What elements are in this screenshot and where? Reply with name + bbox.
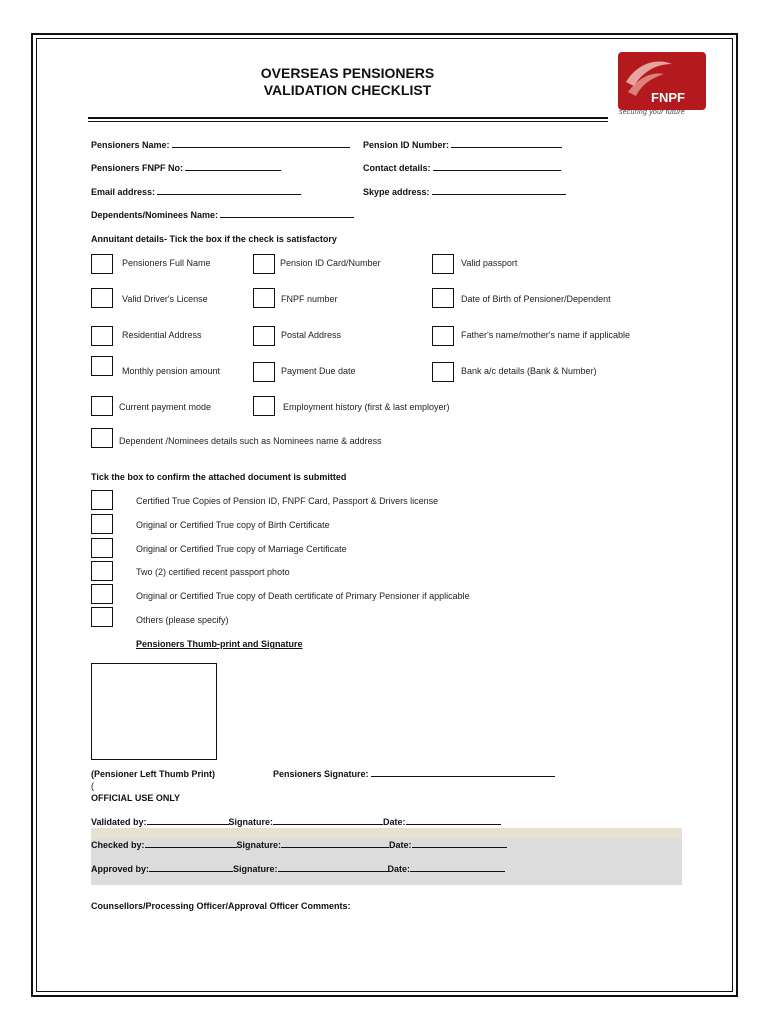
title-rule — [88, 117, 608, 122]
approved-date-label: Date: — [387, 864, 411, 874]
approved-signature-line[interactable] — [278, 864, 388, 872]
official-use-heading: OFFICIAL USE ONLY — [91, 793, 181, 803]
skype-address-label: Skype address: — [363, 187, 430, 197]
contact-details-line[interactable] — [433, 163, 561, 171]
label-marriage-certificate: Original or Certified True copy of Marriage Certificate — [136, 544, 347, 554]
approved-row — [91, 864, 505, 874]
logo-tagline: securing your future — [619, 109, 685, 116]
approved-by-line[interactable] — [149, 864, 233, 872]
checkbox-death-certificate[interactable] — [91, 584, 113, 604]
official-band-tan — [91, 828, 682, 839]
annuitant-heading: Annuitant details- Tick the box if the check is satisfactory — [91, 234, 337, 244]
logo-wordmark: FNPF — [651, 90, 685, 105]
label-passport-photo: Two (2) certified recent passport photo — [136, 567, 290, 577]
pensioners-fnpf-no-field[interactable] — [91, 163, 281, 173]
contact-details-field[interactable] — [363, 163, 561, 173]
checkbox-monthly-pension[interactable] — [91, 356, 113, 376]
checked-row — [91, 840, 507, 850]
label-bank-details: Bank a/c details (Bank & Number) — [461, 366, 597, 376]
label-payment-due-date: Payment Due date — [281, 366, 356, 376]
checkbox-marriage-certificate[interactable] — [91, 538, 113, 558]
pensioners-name-line[interactable] — [172, 140, 350, 148]
checkbox-bank-details[interactable] — [432, 362, 454, 382]
checked-signature-line[interactable] — [281, 840, 389, 848]
label-full-name: Pensioners Full Name — [122, 258, 211, 268]
checkbox-passport-photo[interactable] — [91, 561, 113, 581]
dependents-name-label: Dependents/Nominees Name: — [91, 210, 219, 220]
validated-date-label: Date: — [383, 817, 406, 827]
label-certified-copies: Certified True Copies of Pension ID, FNPF Card, Passport & Drivers license — [136, 496, 439, 506]
pensioners-signature-line[interactable] — [371, 769, 555, 777]
pension-id-number-label: Pension ID Number: — [363, 140, 450, 150]
pensioners-signature-label: Pensioners Signature: — [273, 769, 369, 779]
label-nominees-details: Dependent /Nominees details such as Nominees name & address — [119, 436, 382, 446]
checkbox-drivers-license[interactable] — [91, 288, 113, 308]
pension-id-number-field[interactable] — [363, 140, 562, 150]
label-valid-passport: Valid passport — [461, 258, 518, 268]
label-fnpf-number: FNPF number — [281, 294, 338, 304]
checkbox-full-name[interactable] — [91, 254, 113, 274]
pensioners-name-label: Pensioners Name: — [91, 140, 170, 150]
checkbox-birth-certificate[interactable] — [91, 514, 113, 534]
fnpf-logo — [618, 52, 706, 110]
validated-by-line[interactable] — [147, 817, 229, 825]
checkbox-date-of-birth[interactable] — [432, 288, 454, 308]
label-parents-name: Father's name/mother's name if applicable — [461, 330, 631, 340]
label-residential-address: Residential Address — [122, 330, 202, 340]
label-date-of-birth: Date of Birth of Pensioner/Dependent — [461, 294, 611, 304]
contact-details-label: Contact details: — [363, 163, 431, 173]
title-line-1: OVERSEAS PENSIONERS — [260, 65, 435, 81]
label-death-certificate: Original or Certified True copy of Death certificate of Primary Pensioner if applicable — [136, 591, 470, 601]
thumbprint-signature-heading: Pensioners Thumb-print and Signature — [136, 639, 303, 649]
label-current-payment-mode: Current payment mode — [119, 402, 212, 412]
email-address-field[interactable] — [91, 187, 301, 197]
pension-id-number-line[interactable] — [451, 140, 562, 148]
checkbox-residential-address[interactable] — [91, 326, 113, 346]
checked-by-label: Checked by: — [91, 840, 145, 850]
label-drivers-license: Valid Driver's License — [122, 294, 208, 304]
checkbox-parents-name[interactable] — [432, 326, 454, 346]
dependents-name-line[interactable] — [220, 210, 354, 218]
checkbox-nominees-details[interactable] — [91, 428, 113, 448]
email-address-label: Email address: — [91, 187, 156, 197]
checkbox-certified-copies[interactable] — [91, 490, 113, 510]
validated-signature-line[interactable] — [273, 817, 383, 825]
page-title — [215, 65, 480, 99]
validated-date-line[interactable] — [406, 817, 501, 825]
checked-date-line[interactable] — [412, 840, 507, 848]
checkbox-current-payment-mode[interactable] — [91, 396, 113, 416]
thumb-print-paren: ( — [91, 781, 94, 791]
title-line-2: VALIDATION CHECKLIST — [263, 82, 432, 98]
label-pension-id-card: Pension ID Card/Number — [280, 258, 381, 268]
approved-date-line[interactable] — [410, 864, 505, 872]
checked-by-line[interactable] — [145, 840, 237, 848]
pensioners-fnpf-no-label: Pensioners FNPF No: — [91, 163, 184, 173]
pensioners-signature-field[interactable] — [273, 769, 555, 779]
thumb-print-label: (Pensioner Left Thumb Print) — [91, 769, 216, 779]
comments-label: Counsellors/Processing Officer/Approval Officer Comments: — [91, 901, 351, 911]
checkbox-pension-id-card[interactable] — [253, 254, 275, 274]
approved-by-label: Approved by: — [91, 864, 150, 874]
checkbox-employment-history[interactable] — [253, 396, 275, 416]
approved-signature-label: Signature: — [233, 864, 278, 874]
dependents-name-field[interactable] — [91, 210, 354, 220]
checkbox-valid-passport[interactable] — [432, 254, 454, 274]
label-employment-history: Employment history (first & last employer) — [283, 402, 450, 412]
documents-heading: Tick the box to confirm the attached document is submitted — [91, 472, 347, 482]
checkbox-postal-address[interactable] — [253, 326, 275, 346]
pensioners-name-field[interactable] — [91, 140, 350, 150]
label-postal-address: Postal Address — [281, 330, 342, 340]
label-birth-certificate: Original or Certified True copy of Birth Certificate — [136, 520, 330, 530]
skype-address-line[interactable] — [432, 187, 566, 195]
label-others: Others (please specify) — [136, 615, 229, 625]
skype-address-field[interactable] — [363, 187, 566, 197]
checkbox-payment-due-date[interactable] — [253, 362, 275, 382]
checkbox-others[interactable] — [91, 607, 113, 627]
checkbox-fnpf-number[interactable] — [253, 288, 275, 308]
validated-signature-label: Signature: — [228, 817, 274, 827]
validated-row — [91, 817, 501, 827]
checked-date-label: Date: — [389, 840, 412, 850]
email-address-line[interactable] — [157, 187, 301, 195]
checked-signature-label: Signature: — [236, 840, 282, 850]
label-monthly-pension: Monthly pension amount — [122, 366, 221, 376]
thumbprint-box[interactable] — [91, 663, 217, 760]
pensioners-fnpf-no-line[interactable] — [185, 163, 281, 171]
validated-by-label: Validated by: — [91, 817, 147, 827]
